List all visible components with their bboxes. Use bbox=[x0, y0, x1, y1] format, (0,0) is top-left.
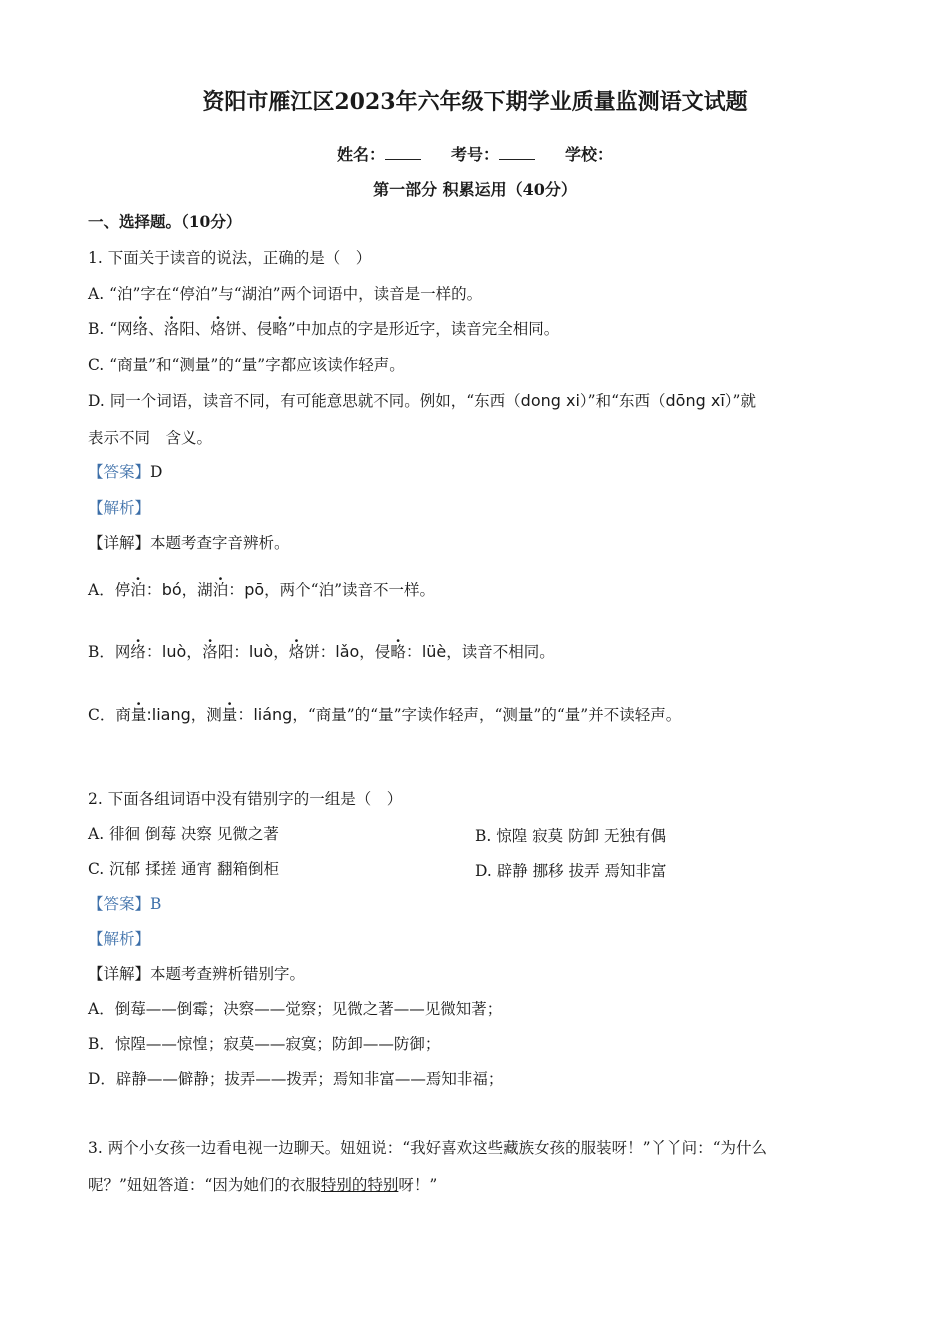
pinyin: :liang bbox=[146, 705, 191, 724]
text: ， bbox=[273, 643, 289, 661]
dotted-char: 洛 bbox=[202, 643, 218, 661]
q1-option-b bbox=[88, 319, 559, 339]
text: ”中加点的字是形近字，读音完全相同。 bbox=[287, 320, 560, 338]
text: 呢？”妞妞答道：“因为她们的衣服 bbox=[88, 1176, 321, 1194]
q1-answer bbox=[88, 462, 162, 482]
pinyin: dong xi bbox=[520, 391, 580, 410]
text: ）”和“东西（ bbox=[579, 392, 666, 410]
q2-detail: 【详解】本题考查辨析错别字。 bbox=[88, 965, 306, 983]
text: B. “网 bbox=[88, 320, 133, 338]
q3-line1: 3. 两个小女孩一边看电视一边聊天。妞妞说：“我好喜欢这些藏族女孩的服装呀！”丫丫问：“为什么 bbox=[88, 1139, 767, 1157]
dotted-char: 泊 bbox=[212, 581, 229, 599]
dotted-char: 略 bbox=[272, 320, 288, 338]
q2-option-a: A. 徘徊 倒莓 决察 见微之著 bbox=[88, 825, 279, 843]
pinyin: ：bó bbox=[145, 580, 182, 599]
dotted-char: 络 bbox=[130, 643, 146, 661]
q1-option-a: A. “泊”字在“停泊”与“湖泊”两个词语中，读音是一样的。 bbox=[88, 285, 483, 303]
q2-explain-a: A．倒莓——倒霉；决察——觉察；见微之著——见微知著； bbox=[88, 1000, 503, 1018]
text: 阳： bbox=[217, 643, 249, 661]
pinyin: lǎo bbox=[335, 642, 360, 661]
text: D. 同一个词语，读音不同，有可能意思就不同。例如，“东西（ bbox=[88, 392, 521, 410]
answer-label: 【答案】 bbox=[88, 463, 151, 481]
q2-option-c: C. 沉郁 揉搓 通宵 翻箱倒柜 bbox=[88, 860, 279, 878]
text: 、 bbox=[148, 320, 164, 338]
name-field[interactable] bbox=[385, 145, 421, 160]
text: ）”就 bbox=[724, 392, 756, 410]
q3-line2 bbox=[88, 1175, 437, 1195]
id-field[interactable] bbox=[499, 145, 535, 160]
section-heading: 一、选择题。（10分） bbox=[88, 212, 242, 231]
name-label: 姓名： bbox=[336, 145, 385, 164]
q2-answer: 【答案】B bbox=[88, 895, 162, 913]
q1-detail: 【详解】本题考查字音辨析。 bbox=[88, 534, 290, 552]
text: 饼： bbox=[304, 643, 336, 661]
underlined-phrase: 特别的特别 bbox=[320, 1176, 399, 1194]
student-info bbox=[0, 142, 950, 165]
dotted-char: 泊 bbox=[130, 581, 146, 599]
dotted-char: 络 bbox=[132, 320, 149, 338]
q1-stem: 1. 下面关于读音的说法，正确的是（ ） bbox=[88, 249, 372, 267]
text: ，读音不相同。 bbox=[446, 643, 555, 661]
text: B．网 bbox=[88, 643, 131, 661]
q1-explain-b bbox=[88, 642, 555, 662]
school-label: 学校： bbox=[565, 145, 614, 164]
pinyin: ：luò， bbox=[145, 642, 203, 661]
text: ，“商量”的“量”字读作轻声，“测量”的“量”并不读轻声。 bbox=[292, 706, 682, 724]
text: ，侵 bbox=[359, 643, 391, 661]
answer-value: D bbox=[150, 463, 163, 481]
text: 阳、 bbox=[179, 320, 211, 338]
pinyin: dōng xī bbox=[665, 391, 725, 410]
q2-stem: 2. 下面各组词语中没有错别字的一组是（ ） bbox=[88, 790, 403, 808]
pinyin: ：liáng bbox=[237, 705, 293, 724]
id-label: 考号： bbox=[450, 145, 499, 164]
text: ，测 bbox=[190, 706, 222, 724]
dotted-char: 量 bbox=[221, 706, 238, 724]
q1-option-c: C. “商量”和“测量”的“量”字都应该读作轻声。 bbox=[88, 356, 405, 374]
q1-analysis-label: 【解析】 bbox=[88, 499, 151, 517]
text: A．停 bbox=[88, 581, 131, 599]
part-title: 第一部分 积累运用（40分） bbox=[373, 180, 577, 199]
dotted-char: 烙 bbox=[288, 643, 305, 661]
q2-analysis-label: 【解析】 bbox=[88, 930, 151, 948]
text: ，湖 bbox=[181, 581, 213, 599]
dotted-char: 烙 bbox=[210, 320, 226, 338]
text: 呀！” bbox=[398, 1176, 438, 1194]
text: 饼、侵 bbox=[225, 320, 273, 338]
q1-explain-a bbox=[88, 580, 435, 600]
q1-option-d-cont: 表示不同 含义。 bbox=[88, 429, 213, 447]
dotted-char: 略 bbox=[390, 643, 406, 661]
q2-explain-d: D．辟静——僻静；拔弄——拨弄；焉知非富——焉知非福； bbox=[88, 1070, 504, 1088]
q1-explain-c bbox=[88, 705, 681, 725]
pinyin: ：lüè bbox=[405, 642, 447, 661]
pinyin: ：pō bbox=[228, 580, 265, 599]
dotted-char: 量 bbox=[130, 706, 147, 724]
q1-option-d bbox=[88, 391, 756, 411]
page-title: 资阳市雁江区2023年六年级下期学业质量监测语文试题 bbox=[202, 89, 748, 115]
q2-option-d: D. 辟静 挪移 拔弄 焉知非富 bbox=[475, 862, 667, 880]
text: ，两个“泊”读音不一样。 bbox=[264, 581, 436, 599]
q2-explain-b: B．惊隍——惊惶；寂莫——寂寞；防卸——防御； bbox=[88, 1035, 441, 1053]
q2-option-b: B. 惊隍 寂莫 防卸 无独有偶 bbox=[475, 827, 667, 845]
text: C．商 bbox=[88, 706, 131, 724]
pinyin: luò bbox=[248, 642, 274, 661]
dotted-char: 洛 bbox=[163, 320, 180, 338]
